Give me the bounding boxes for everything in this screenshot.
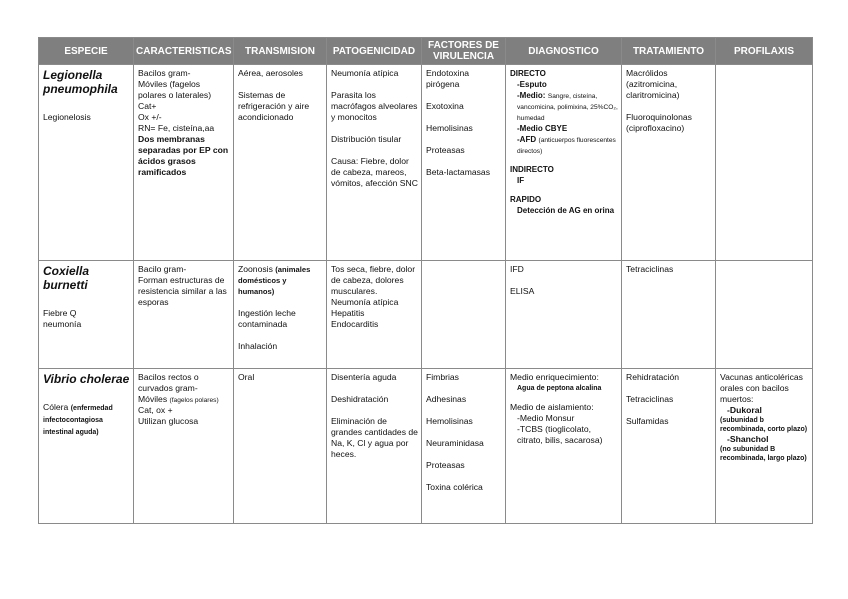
treatment-line: Fluoroquinolonas (ciprofloxacino) [626, 112, 692, 133]
pathogenicity-line: Endocarditis [331, 319, 379, 329]
virulence-factor: Neuraminidasa [426, 438, 484, 448]
characteristic-line: Móviles (fagelos polares o laterales) [138, 79, 212, 100]
cell-pathogenicity [327, 65, 422, 261]
cell-characteristics [134, 369, 234, 524]
transmission-zoonosis [238, 264, 323, 297]
cell-virulence [422, 65, 506, 261]
virulence-factor: Beta-lactamasas [426, 167, 491, 177]
cell-transmission [234, 369, 327, 524]
diagnosis-afd [510, 134, 618, 156]
disease-lead: Cólera [43, 402, 69, 412]
diagnosis-sputum: -Esputo [517, 80, 547, 89]
diagnosis-rapid-title: RAPIDO [510, 195, 542, 204]
prophylaxis-vaccine-note: (no subunidad B recombinada, largo plazo) [720, 446, 807, 462]
diagnosis-afd-detail: (anticuerpos fluorescentes directos) [517, 137, 616, 155]
transmission-lead: Zoonosis [238, 264, 273, 274]
virulence-factor: Proteasas [426, 145, 465, 155]
characteristic-line: Bacilos gram- [138, 68, 191, 78]
virulence-factor: Endotoxina pirógena [426, 68, 470, 89]
species-name: Legionella pneumophila [43, 68, 118, 96]
virulence-factor: Adhesinas [426, 394, 467, 404]
treatment-line: Sulfamidas [626, 416, 669, 426]
transmission-line: Inhalación [238, 341, 278, 351]
header-patogenicidad: PATOGENICIDAD [327, 38, 422, 65]
cell-prophylaxis [716, 65, 813, 261]
treatment-line: Tetraciclinas [626, 394, 674, 404]
diagnosis-enrichment-detail: Agua de peptona alcalina [517, 385, 602, 392]
pathogenicity-line: Disentería aguda [331, 372, 397, 382]
cell-diagnosis [506, 369, 622, 524]
prophylaxis-title: Vacunas anticoléricas orales con bacilos muertos: [720, 372, 803, 404]
prophylaxis-vaccine-note: (subunidad b recombinada, corto plazo) [720, 417, 808, 433]
characteristic-line: Bacilos rectos o curvados gram- [138, 372, 199, 393]
characteristic-bold: Dos membranas separadas por EP con ácidos grasos ramificados [138, 134, 229, 177]
header-caracteristicas: CARACTERISTICAS [134, 38, 234, 65]
diagnosis-isolation-item: -Medio Monsur [517, 413, 575, 423]
characteristic-line: Bacilo gram- [138, 264, 187, 274]
pathogenicity-line: Neumonía atípica [331, 297, 399, 307]
pathogenicity-line: Neumonía atípica [331, 68, 399, 78]
pathogenicity-line: Deshidratación [331, 394, 389, 404]
treatment-line: Macrólidos (azitromicina, claritromicina) [626, 68, 680, 100]
diagnosis-rapid-detail: Detección de AG en orina [517, 206, 615, 215]
table-row-coxiella [39, 261, 813, 369]
characteristic-line: RN= Fe, cisteína,aa [138, 123, 215, 133]
disease-name: Fiebre Q [43, 308, 77, 318]
cell-diagnosis [506, 261, 622, 369]
diagnosis-medium [510, 90, 618, 123]
treatment-line: Tetraciclinas [626, 264, 674, 274]
pathogenicity-line: Tos seca, fiebre, dolor de cabeza, dolores musculares. [331, 264, 416, 296]
pathogenicity-line: Distribución tisular [331, 134, 402, 144]
diagnosis-medium-detail: Sangre, cisteína, vancomicina, polimixina, 25%CO₂, humedad [517, 93, 618, 122]
transmission-line: Ingestión leche contaminada [238, 308, 296, 329]
table-row-vibrio [39, 369, 813, 524]
header-factores-virulencia: FACTORES DE VIRULENCIA [422, 38, 506, 65]
diagnosis-cbye: -Medio CBYE [517, 124, 568, 133]
disease-name [43, 402, 130, 438]
diagnosis-if: IF [517, 176, 525, 185]
diagnosis-medium-label: -Medio: [517, 91, 546, 100]
disease-name: neumonía [43, 319, 82, 329]
virulence-factor: Proteasas [426, 460, 465, 470]
cell-pathogenicity [327, 261, 422, 369]
cell-treatment [622, 261, 716, 369]
pathogenicity-line: Causa: Fiebre, dolor de cabeza, mareos, vómitos, afección SNC [331, 156, 418, 188]
virulence-factor: Fimbrias [426, 372, 459, 382]
transmission-note: (animales domésticos y humanos) [238, 265, 311, 296]
characteristic-motile-lead: Móviles [138, 394, 168, 404]
cell-pathogenicity [327, 369, 422, 524]
diagnosis-line: IFD [510, 264, 524, 274]
pathogenicity-line: Hepatitis [331, 308, 365, 318]
characteristic-line: Cat, ox + [138, 405, 173, 415]
header-diagnostico: DIAGNOSTICO [506, 38, 622, 65]
header-especie: ESPECIE [39, 38, 134, 65]
prophylaxis-vaccine-name: -Shanchol [727, 434, 769, 444]
characteristic-line: Utilizan glucosa [138, 416, 199, 426]
diagnosis-indirect-title: INDIRECTO [510, 165, 554, 174]
species-name: Vibrio cholerae [43, 372, 130, 386]
characteristic-line: Cat+ [138, 101, 157, 111]
diagnosis-direct-title: DIRECTO [510, 69, 546, 78]
characteristic-line: Forman estructuras de resistencia similar a las esporas [138, 275, 227, 307]
header-transmision: TRANSMISION [234, 38, 327, 65]
cell-treatment [622, 369, 716, 524]
transmission-line: Sistemas de refrigeración y aire acondicionado [238, 90, 310, 122]
characteristic-motile-note: (fagelos polares) [169, 397, 219, 404]
cell-species [39, 261, 134, 369]
transmission-line: Oral [238, 372, 255, 382]
virulence-factor: Exotoxina [426, 101, 464, 111]
cell-prophylaxis [716, 369, 813, 524]
cell-diagnosis [506, 65, 622, 261]
diagnosis-enrichment-title: Medio enriquecimiento: [510, 372, 599, 382]
cell-species [39, 65, 134, 261]
treatment-line: Rehidratación [626, 372, 680, 382]
cell-virulence [422, 261, 506, 369]
cell-characteristics [134, 261, 234, 369]
cell-species [39, 369, 134, 524]
characteristic-motile [138, 394, 230, 405]
species-name: Coxiella burnetti [43, 264, 90, 292]
virulence-factor: Hemolisinas [426, 123, 473, 133]
cell-transmission [234, 261, 327, 369]
pathogenicity-line: Eliminación de grandes cantidades de Na, K, Cl y agua por heces. [331, 416, 418, 459]
disease-name: Legionelosis [43, 112, 91, 122]
diagnosis-line: ELISA [510, 286, 535, 296]
prophylaxis-vaccine-name: -Dukoral [727, 405, 762, 415]
characteristic-line: Ox +/- [138, 112, 162, 122]
diagnosis-afd-label: -AFD [517, 135, 537, 144]
cell-treatment [622, 65, 716, 261]
microbiology-table [38, 37, 813, 524]
header-tratamiento: TRATAMIENTO [622, 38, 716, 65]
pathogenicity-line: Parasita los macrófagos alveolares y monocitos [331, 90, 418, 122]
header-row [39, 38, 813, 65]
table-row-legionella [39, 65, 813, 261]
virulence-factor: Hemolisinas [426, 416, 473, 426]
cell-virulence [422, 369, 506, 524]
virulence-factor: Toxina colérica [426, 482, 483, 492]
header-profilaxis: PROFILAXIS [716, 38, 813, 65]
diagnosis-isolation-item: -TCBS (tioglicolato, citrato, bilis, sacarosa) [517, 424, 603, 445]
disease-note: (enfermedad infectocontagiosa intestinal aguda) [43, 405, 113, 436]
transmission-line: Aérea, aerosoles [238, 68, 303, 78]
diagnosis-isolation-title: Medio de aislamiento: [510, 402, 594, 412]
cell-characteristics [134, 65, 234, 261]
cell-transmission [234, 65, 327, 261]
cell-prophylaxis [716, 261, 813, 369]
